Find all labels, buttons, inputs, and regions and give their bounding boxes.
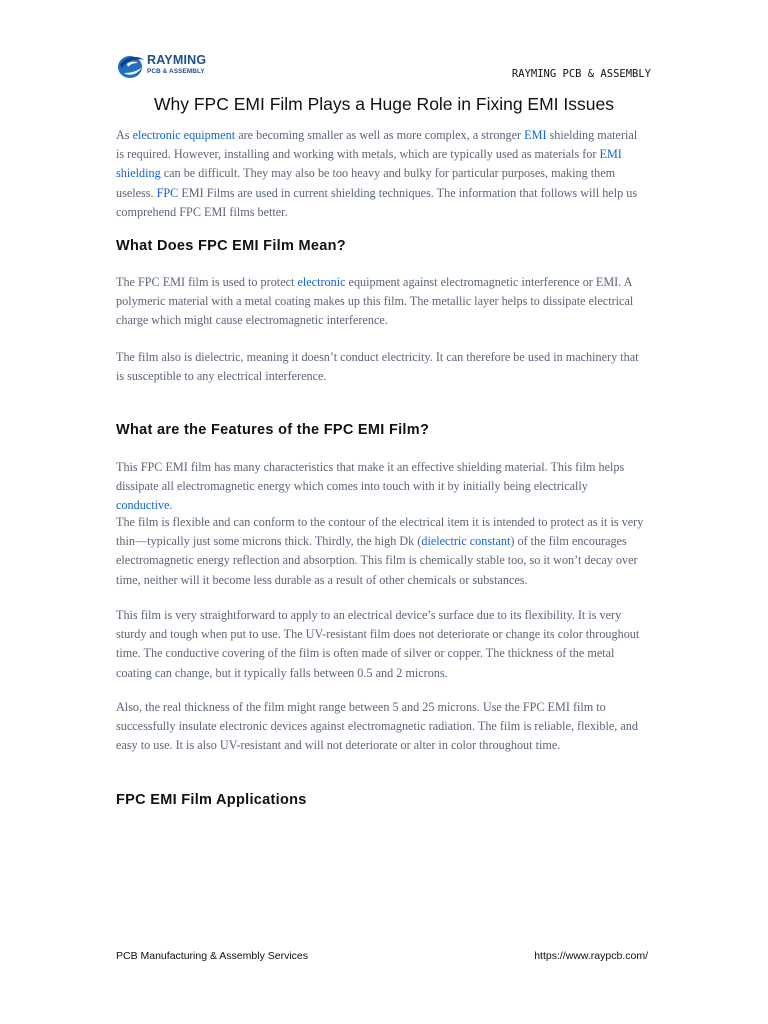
document-title: Why FPC EMI Film Plays a Huge Role in Fixing EMI Issues — [154, 94, 614, 114]
section2-paragraph-4: Also, the real thickness of the film might range between 5 and 25 microns. Use the FPC EMI film to successfully insulate electronic devices against electromagnetic radiation. The film is reliable, flexible, and easy to use. It is also UV-resistant and will not deteriorate or alter in color throughout time. — [116, 700, 638, 753]
section2-paragraph-2 — [116, 513, 646, 590]
link-emi[interactable]: EMI — [524, 128, 547, 142]
text-run: ) of the film encourages electromagnetic energy reflection and absorption. This film is chemically stable too, so it won’t decay over time, neither will it become less durable as a result of other chemicals or substances. — [116, 534, 638, 587]
link-conductive[interactable]: conductive — [116, 498, 170, 513]
section2-paragraph-1 — [116, 458, 646, 516]
footer-url-link[interactable]: https://www.raypcb.com/ — [534, 950, 648, 962]
section1-paragraph-2: The film also is dielectric, meaning it doesn’t conduct electricity. It can therefore be used in machinery that is susceptible to any electrical interference. — [116, 350, 639, 384]
logo-name: RAYMING — [147, 53, 207, 67]
header-company: RAYMING PCB & ASSEMBLY — [511, 68, 651, 80]
text-run: equipment against electromagnetic interference or EMI. A polymeric material with a metal coating makes up this film. The metallic layer helps to dissipate electrical charge which might cause electromagnetic interference. — [116, 275, 634, 328]
intro-paragraph — [116, 126, 646, 222]
text-run: shielding material is required. However, installing and working with metals, which are typically used as materials for — [116, 128, 638, 162]
link-dielectric-constant[interactable]: dielectric constant — [421, 534, 511, 549]
text-run: As — [116, 128, 133, 142]
link-electronic-equipment[interactable]: electronic equipment — [132, 128, 236, 142]
text-run: can be difficult. They may also be too heavy and bulky for particular purposes, making them useless. — [116, 166, 616, 200]
logo-subtitle: PCB & ASSEMBLY — [147, 68, 205, 75]
text-run: This FPC EMI film has many characteristics that make it an effective shielding material. This film helps dissipate all electromagnetic energy which comes into touch with it by initially being electrically — [116, 460, 625, 494]
text-run: The film is flexible and can conform to the contour of the electrical item it is intended to protect as it is very thin—typically just some microns thick. Thirdly, the high Dk ( — [116, 515, 644, 549]
rayming-logo-icon — [116, 52, 146, 80]
section1-paragraph-1 — [116, 273, 646, 331]
text-run: . — [169, 498, 173, 513]
link-emi-shielding[interactable]: EMI shielding — [116, 147, 622, 181]
section2-paragraph-3: This film is very straightforward to apply to an electrical device’s surface due to its flexibility. It is very sturdy and tough when put to use. The UV-resistant film does not deteriorate or change its color throughout time. The conductive covering of the film is often made of silver or copper. The thickness of the metal coating can change, but it typically falls between 0.5 and 2 microns. — [116, 608, 640, 680]
section-heading-what-does-fpc-emi-film-mean: What Does FPC EMI Film Mean? — [116, 238, 346, 254]
link-fpc[interactable]: FPC — [156, 185, 179, 200]
section-heading-features: What are the Features of the FPC EMI Film? — [116, 422, 430, 438]
text-run: EMI Films are used in current shielding techniques. The information that follows will help us comprehend FPC EMI films better. — [116, 185, 638, 219]
text-run: are becoming smaller as well as more complex, a stronger — [235, 128, 525, 142]
footer-services: PCB Manufacturing & Assembly Services — [116, 950, 308, 962]
link-electronic[interactable]: electronic — [297, 275, 346, 289]
text-run: The FPC EMI film is used to protect — [116, 275, 298, 289]
section-heading-applications: FPC EMI Film Applications — [116, 792, 307, 808]
rayming-logo — [116, 52, 216, 80]
